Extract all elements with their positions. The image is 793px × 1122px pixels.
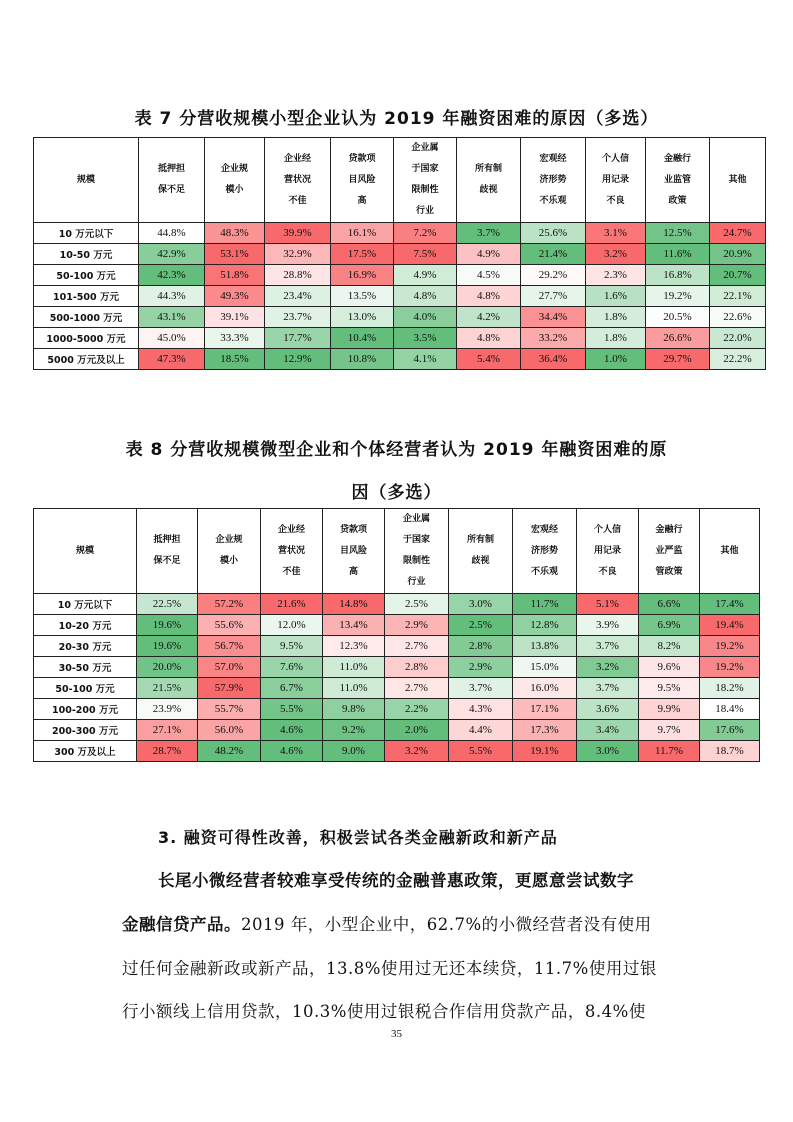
data-cell: 13.8% — [513, 636, 577, 657]
table-row — [34, 244, 766, 265]
data-cell: 12.8% — [513, 615, 577, 636]
data-cell: 56.0% — [198, 720, 261, 741]
table-row — [34, 265, 766, 286]
data-cell: 3.7% — [577, 636, 639, 657]
column-header: 抵押担 保不足 — [139, 138, 205, 223]
row-label: 300 万及以上 — [34, 741, 137, 762]
row-label: 10 万元以下 — [34, 223, 139, 244]
table-row — [34, 720, 760, 741]
row-label: 10 万元以下 — [34, 594, 137, 615]
data-cell: 6.7% — [261, 678, 323, 699]
data-cell: 3.2% — [577, 657, 639, 678]
data-cell: 17.1% — [513, 699, 577, 720]
data-cell: 4.6% — [261, 741, 323, 762]
data-cell: 49.3% — [205, 286, 265, 307]
data-cell: 19.4% — [700, 615, 760, 636]
data-cell: 22.2% — [710, 349, 766, 370]
data-cell: 10.8% — [331, 349, 394, 370]
data-cell: 17.6% — [700, 720, 760, 741]
column-header: 贷款项 目风险 高 — [331, 138, 394, 223]
data-cell: 23.9% — [137, 699, 198, 720]
column-header: 规模 — [34, 509, 137, 594]
table-row — [34, 615, 760, 636]
table-row — [34, 699, 760, 720]
data-cell: 21.6% — [261, 594, 323, 615]
data-cell: 3.0% — [577, 741, 639, 762]
data-cell: 20.5% — [646, 307, 710, 328]
row-label: 5000 万元及以上 — [34, 349, 139, 370]
table8-caption-line2: 因（多选） — [351, 483, 442, 503]
data-cell: 14.8% — [323, 594, 385, 615]
data-cell: 22.6% — [710, 307, 766, 328]
data-cell: 16.1% — [331, 223, 394, 244]
data-cell: 11.7% — [639, 741, 700, 762]
data-cell: 2.5% — [449, 615, 513, 636]
data-cell: 2.7% — [385, 636, 449, 657]
page-number: 35 — [391, 1028, 402, 1040]
data-cell: 11.0% — [323, 678, 385, 699]
data-cell: 17.4% — [700, 594, 760, 615]
data-cell: 20.7% — [710, 265, 766, 286]
column-header: 金融行 业监管 政策 — [646, 138, 710, 223]
table-row — [34, 223, 766, 244]
data-cell: 4.1% — [394, 349, 457, 370]
column-header: 企业经 营状况 不佳 — [261, 509, 323, 594]
column-header: 抵押担 保不足 — [137, 509, 198, 594]
data-cell: 3.7% — [449, 678, 513, 699]
column-header: 所有制 歧视 — [457, 138, 521, 223]
data-cell: 4.0% — [394, 307, 457, 328]
data-cell: 1.0% — [586, 349, 646, 370]
data-cell: 21.5% — [137, 678, 198, 699]
data-cell: 3.6% — [577, 699, 639, 720]
data-cell: 44.3% — [139, 286, 205, 307]
data-cell: 9.9% — [639, 699, 700, 720]
column-header: 企业属 于国家 限制性 行业 — [394, 138, 457, 223]
data-cell: 2.9% — [385, 615, 449, 636]
data-cell: 15.0% — [513, 657, 577, 678]
data-cell: 3.2% — [385, 741, 449, 762]
data-cell: 1.6% — [586, 286, 646, 307]
data-cell: 3.9% — [577, 615, 639, 636]
data-cell: 57.0% — [198, 657, 261, 678]
data-cell: 26.6% — [646, 328, 710, 349]
data-cell: 33.2% — [521, 328, 586, 349]
column-header: 规模 — [34, 138, 139, 223]
data-cell: 12.9% — [265, 349, 331, 370]
data-cell: 19.2% — [700, 657, 760, 678]
data-cell: 3.4% — [577, 720, 639, 741]
row-label: 50-100 万元 — [34, 678, 137, 699]
data-cell: 32.9% — [265, 244, 331, 265]
data-cell: 57.2% — [198, 594, 261, 615]
data-cell: 12.0% — [261, 615, 323, 636]
data-cell: 56.7% — [198, 636, 261, 657]
data-cell: 33.3% — [205, 328, 265, 349]
data-cell: 3.1% — [586, 223, 646, 244]
data-cell: 42.9% — [139, 244, 205, 265]
data-cell: 4.8% — [457, 286, 521, 307]
data-cell: 55.6% — [198, 615, 261, 636]
data-cell: 19.1% — [513, 741, 577, 762]
table7-caption: 表 7 分营收规模小型企业认为 2019 年融资困难的原因（多选） — [134, 109, 659, 129]
table-row — [34, 328, 766, 349]
data-cell: 19.2% — [700, 636, 760, 657]
data-cell: 12.3% — [323, 636, 385, 657]
column-header: 金融行 业严监 管政策 — [639, 509, 700, 594]
data-cell: 21.4% — [521, 244, 586, 265]
data-cell: 29.2% — [521, 265, 586, 286]
row-label: 101-500 万元 — [34, 286, 139, 307]
row-label: 50-100 万元 — [34, 265, 139, 286]
paragraph-lead-bold-cont: 金融信贷产品。 — [122, 915, 241, 934]
data-cell: 20.0% — [137, 657, 198, 678]
data-cell: 5.1% — [577, 594, 639, 615]
data-cell: 51.8% — [205, 265, 265, 286]
data-cell: 2.7% — [385, 678, 449, 699]
data-cell: 55.7% — [198, 699, 261, 720]
data-cell: 17.3% — [513, 720, 577, 741]
data-cell: 4.8% — [394, 286, 457, 307]
data-cell: 39.9% — [265, 223, 331, 244]
data-cell: 39.1% — [205, 307, 265, 328]
data-cell: 17.5% — [331, 244, 394, 265]
data-cell: 1.8% — [586, 328, 646, 349]
table-row — [34, 678, 760, 699]
data-cell: 2.0% — [385, 720, 449, 741]
data-cell: 45.0% — [139, 328, 205, 349]
data-cell: 22.0% — [710, 328, 766, 349]
table-row — [34, 636, 760, 657]
table8-caption-line1: 表 8 分营收规模微型企业和个体经营者认为 2019 年融资困难的原 — [125, 440, 668, 460]
data-cell: 3.5% — [394, 328, 457, 349]
data-cell: 22.5% — [137, 594, 198, 615]
column-header: 宏观经 济形势 不乐观 — [521, 138, 586, 223]
column-header: 企业属 于国家 限制性 行业 — [385, 509, 449, 594]
data-cell: 10.4% — [331, 328, 394, 349]
paragraph-text: 2019 年，小型企业中，62.7%的小微经营者没有使用 — [241, 915, 652, 934]
table-row — [34, 657, 760, 678]
data-cell: 36.4% — [521, 349, 586, 370]
data-cell: 3.2% — [586, 244, 646, 265]
table7-financing-difficulty-small — [33, 137, 766, 370]
data-cell: 4.2% — [457, 307, 521, 328]
data-cell: 19.6% — [137, 636, 198, 657]
paragraph-line-3: 过任何金融新政或新产品，13.8%使用过无还本续贷，11.7%使用过银 — [122, 959, 657, 978]
data-cell: 34.4% — [521, 307, 586, 328]
data-cell: 18.2% — [700, 678, 760, 699]
data-cell: 2.8% — [449, 636, 513, 657]
data-cell: 7.6% — [261, 657, 323, 678]
column-header: 个人信 用记录 不良 — [586, 138, 646, 223]
paragraph-line-1 — [158, 867, 718, 891]
data-cell: 57.9% — [198, 678, 261, 699]
section-title: 3. 融资可得性改善，积极尝试各类金融新政和新产品 — [158, 828, 558, 847]
data-cell: 23.7% — [265, 307, 331, 328]
row-label: 1000-5000 万元 — [34, 328, 139, 349]
data-cell: 2.2% — [385, 699, 449, 720]
data-cell: 2.8% — [385, 657, 449, 678]
data-cell: 6.6% — [639, 594, 700, 615]
data-cell: 27.7% — [521, 286, 586, 307]
data-cell: 7.2% — [394, 223, 457, 244]
column-header: 企业经 营状况 不佳 — [265, 138, 331, 223]
data-cell: 3.0% — [449, 594, 513, 615]
column-header: 宏观经 济形势 不乐观 — [513, 509, 577, 594]
data-cell: 5.5% — [261, 699, 323, 720]
data-cell: 3.7% — [577, 678, 639, 699]
data-cell: 24.7% — [710, 223, 766, 244]
data-cell: 7.5% — [394, 244, 457, 265]
data-cell: 5.4% — [457, 349, 521, 370]
data-cell: 11.0% — [323, 657, 385, 678]
data-cell: 27.1% — [137, 720, 198, 741]
column-header: 其他 — [700, 509, 760, 594]
row-label: 500-1000 万元 — [34, 307, 139, 328]
data-cell: 4.4% — [449, 720, 513, 741]
data-cell: 28.8% — [265, 265, 331, 286]
paragraph-line-2 — [122, 911, 682, 935]
paragraph-line-4: 行小额线上信用贷款，10.3%使用过银税合作信用贷款产品，8.4%使 — [122, 1002, 646, 1021]
data-cell: 48.2% — [198, 741, 261, 762]
data-cell: 9.5% — [261, 636, 323, 657]
data-cell: 43.1% — [139, 307, 205, 328]
data-cell: 4.3% — [449, 699, 513, 720]
data-cell: 9.8% — [323, 699, 385, 720]
data-cell: 19.6% — [137, 615, 198, 636]
data-cell: 4.6% — [261, 720, 323, 741]
data-cell: 12.5% — [646, 223, 710, 244]
column-header: 个人信 用记录 不良 — [577, 509, 639, 594]
data-cell: 48.3% — [205, 223, 265, 244]
row-label: 30-50 万元 — [34, 657, 137, 678]
data-cell: 9.2% — [323, 720, 385, 741]
data-cell: 23.4% — [265, 286, 331, 307]
data-cell: 2.5% — [385, 594, 449, 615]
data-cell: 18.4% — [700, 699, 760, 720]
data-cell: 28.7% — [137, 741, 198, 762]
row-label: 200-300 万元 — [34, 720, 137, 741]
data-cell: 19.2% — [646, 286, 710, 307]
data-cell: 5.5% — [449, 741, 513, 762]
data-cell: 20.9% — [710, 244, 766, 265]
data-cell: 1.8% — [586, 307, 646, 328]
data-cell: 4.9% — [394, 265, 457, 286]
data-cell: 13.4% — [323, 615, 385, 636]
data-cell: 47.3% — [139, 349, 205, 370]
row-label: 100-200 万元 — [34, 699, 137, 720]
data-cell: 3.7% — [457, 223, 521, 244]
row-label: 20-30 万元 — [34, 636, 137, 657]
data-cell: 9.5% — [639, 678, 700, 699]
data-cell: 18.5% — [205, 349, 265, 370]
data-cell: 11.7% — [513, 594, 577, 615]
column-header: 企业规 模小 — [205, 138, 265, 223]
data-cell: 4.8% — [457, 328, 521, 349]
data-cell: 25.6% — [521, 223, 586, 244]
data-cell: 22.1% — [710, 286, 766, 307]
column-header: 所有制 歧视 — [449, 509, 513, 594]
data-cell: 9.7% — [639, 720, 700, 741]
data-cell: 9.6% — [639, 657, 700, 678]
data-cell: 42.3% — [139, 265, 205, 286]
data-cell: 53.1% — [205, 244, 265, 265]
data-cell: 9.0% — [323, 741, 385, 762]
data-cell: 29.7% — [646, 349, 710, 370]
row-label: 10-20 万元 — [34, 615, 137, 636]
column-header: 企业规 模小 — [198, 509, 261, 594]
data-cell: 4.5% — [457, 265, 521, 286]
data-cell: 17.7% — [265, 328, 331, 349]
data-cell: 16.9% — [331, 265, 394, 286]
data-cell: 16.8% — [646, 265, 710, 286]
data-cell: 16.0% — [513, 678, 577, 699]
data-cell: 13.5% — [331, 286, 394, 307]
data-cell: 11.6% — [646, 244, 710, 265]
data-cell: 2.9% — [449, 657, 513, 678]
table8-financing-difficulty-micro — [33, 508, 760, 762]
data-cell: 18.7% — [700, 741, 760, 762]
data-cell: 44.8% — [139, 223, 205, 244]
data-cell: 8.2% — [639, 636, 700, 657]
table-row — [34, 594, 760, 615]
data-cell: 6.9% — [639, 615, 700, 636]
table-row — [34, 741, 760, 762]
table-row — [34, 286, 766, 307]
data-cell: 13.0% — [331, 307, 394, 328]
data-cell: 4.9% — [457, 244, 521, 265]
table-row — [34, 307, 766, 328]
column-header: 贷款项 目风险 高 — [323, 509, 385, 594]
row-label: 10-50 万元 — [34, 244, 139, 265]
table-row — [34, 349, 766, 370]
paragraph-lead-bold: 长尾小微经营者较难享受传统的金融普惠政策，更愿意尝试数字 — [158, 871, 634, 890]
data-cell: 2.3% — [586, 265, 646, 286]
column-header: 其他 — [710, 138, 766, 223]
